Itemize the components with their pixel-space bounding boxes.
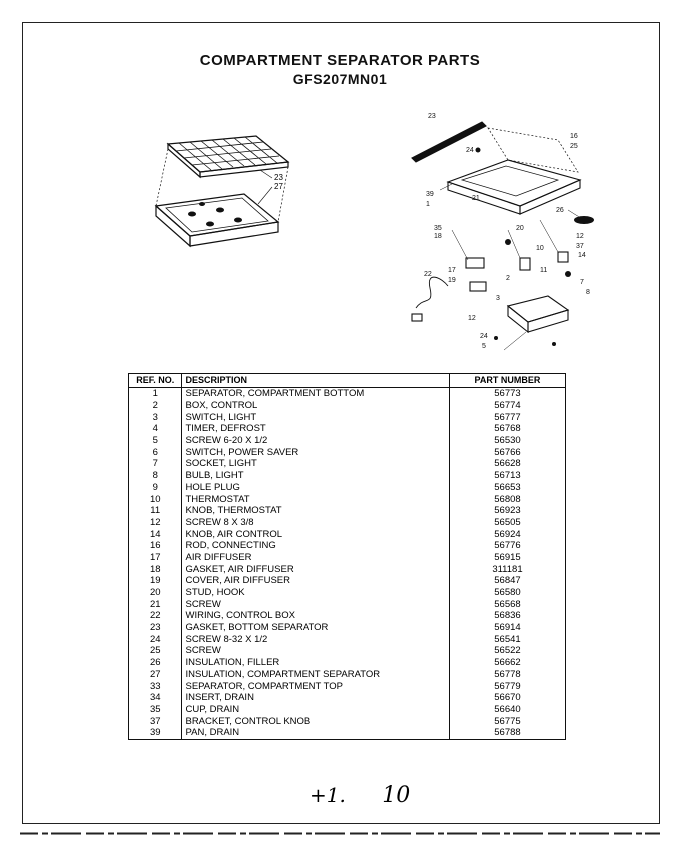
diagram-label: 10 [536,245,544,252]
ref-no-cell: 11 [129,505,182,517]
diagram-label: 27 [274,182,283,191]
description-cell: INSULATION, FILLER [182,657,449,669]
page-number: 10 [382,783,411,808]
table-row [129,633,566,645]
table-row [129,645,566,657]
part-number-cell: 56670 [449,692,565,704]
description-cell: WIRING, CONTROL BOX [182,610,449,622]
table-row [129,458,566,470]
separator-bottom-diagram [408,110,608,360]
ref-no-cell: 6 [129,446,182,458]
part-number-cell: 56778 [449,669,565,681]
ref-no-cell: 12 [129,517,182,529]
parts-table [128,373,566,740]
part-number-cell: 56923 [449,505,565,517]
table-row [129,575,566,587]
ref-no-cell: 10 [129,493,182,505]
part-number-cell: 56640 [449,704,565,716]
description-cell: COVER, AIR DIFFUSER [182,575,449,587]
part-number-cell: 56530 [449,435,565,447]
diagram-label: 7 [580,279,584,286]
table-row [129,622,566,634]
part-number-cell: 56568 [449,598,565,610]
ref-no-cell: 22 [129,610,182,622]
ref-no-cell: 39 [129,727,182,739]
ref-no-cell: 3 [129,411,182,423]
table-row [129,435,566,447]
ref-no-cell: 37 [129,715,182,727]
diagram-label: 1 [426,201,430,208]
table-row [129,423,566,435]
description-cell: BOX, CONTROL [182,400,449,412]
part-number-cell: 56505 [449,517,565,529]
model-number: GFS207MN01 [292,71,388,87]
description-cell: SEPARATOR, COMPARTMENT TOP [182,680,449,692]
ref-no-cell: 16 [129,540,182,552]
part-number-cell: 56847 [449,575,565,587]
diagram-label: 35 [434,225,442,232]
ref-no-cell: 33 [129,680,182,692]
table-row [129,669,566,681]
description-header: DESCRIPTION [182,374,449,388]
diagram-label: 21 [472,195,480,202]
description-cell: BRACKET, CONTROL KNOB [182,715,449,727]
table-row [129,446,566,458]
description-cell: TIMER, DEFROST [182,423,449,435]
description-cell: SEPARATOR, COMPARTMENT BOTTOM [182,388,449,400]
ref-no-cell: 4 [129,423,182,435]
description-cell: KNOB, AIR CONTROL [182,528,449,540]
description-cell: SCREW 8-32 X 1/2 [182,633,449,645]
table-row [129,715,566,727]
ref-no-cell: 34 [129,692,182,704]
table-row [129,505,566,517]
ref-no-cell: 27 [129,669,182,681]
ref-no-cell: 14 [129,528,182,540]
footer-annotation [310,783,410,808]
separator-top-diagram [148,132,298,257]
ref-no-header: REF. NO. [129,374,182,388]
part-number-cell: 56915 [449,552,565,564]
table-row [129,470,566,482]
description-cell: INSERT, DRAIN [182,692,449,704]
parts-table-body [129,388,566,740]
table-row [129,657,566,669]
part-number-header: PART NUMBER [449,374,565,388]
description-cell: SCREW 8 X 3/8 [182,517,449,529]
ref-no-cell: 5 [129,435,182,447]
table-row [129,528,566,540]
part-number-cell: 56836 [449,610,565,622]
description-cell: SWITCH, POWER SAVER [182,446,449,458]
table-row [129,388,566,400]
ref-no-cell: 2 [129,400,182,412]
diagram-label: 25 [570,143,578,150]
ref-no-cell: 1 [129,388,182,400]
table-row [129,563,566,575]
description-cell: SWITCH, LIGHT [182,411,449,423]
ref-no-cell: 35 [129,704,182,716]
part-number-cell: 56777 [449,411,565,423]
part-number-cell: 56653 [449,482,565,494]
description-cell: ROD, CONNECTING [182,540,449,552]
part-number-cell: 56628 [449,458,565,470]
part-number-cell: 56773 [449,388,565,400]
part-number-cell: 56774 [449,400,565,412]
diagram-label: 22 [424,271,432,278]
diagram-label: 24 [480,333,488,340]
ref-no-cell: 26 [129,657,182,669]
description-cell: GASKET, AIR DIFFUSER [182,563,449,575]
description-cell: KNOB, THERMOSTAT [182,505,449,517]
diagram-label: 12 [468,315,476,322]
ref-no-cell: 25 [129,645,182,657]
table-row [129,411,566,423]
scan-edge-artifact [20,832,660,835]
description-cell: SCREW [182,645,449,657]
table-row [129,727,566,739]
part-number-cell: 56775 [449,715,565,727]
table-row [129,704,566,716]
ref-no-cell: 9 [129,482,182,494]
table-row [129,400,566,412]
ref-no-cell: 8 [129,470,182,482]
ref-no-cell: 21 [129,598,182,610]
description-cell: CUP, DRAIN [182,704,449,716]
ref-no-cell: 7 [129,458,182,470]
ref-no-cell: 19 [129,575,182,587]
diagram-label: 24 [466,147,474,154]
ref-no-cell: 23 [129,622,182,634]
table-row [129,482,566,494]
table-row [129,692,566,704]
diagram-label: 14 [578,252,586,259]
ref-no-cell: 24 [129,633,182,645]
part-number-cell: 56788 [449,727,565,739]
diagram-label: 8 [586,289,590,296]
table-header-row [129,374,566,388]
diagram-label: 20 [516,225,524,232]
description-cell: PAN, DRAIN [182,727,449,739]
description-cell: BULB, LIGHT [182,470,449,482]
ref-no-cell: 17 [129,552,182,564]
diagram-label: 39 [426,191,434,198]
diagram-label: 18 [434,233,442,240]
description-cell: INSULATION, COMPARTMENT SEPARATOR [182,669,449,681]
diagram-label: 17 [448,267,456,274]
table-row [129,517,566,529]
part-number-cell: 56713 [449,470,565,482]
description-cell: STUD, HOOK [182,587,449,599]
part-number-cell: 56580 [449,587,565,599]
ref-no-cell: 18 [129,563,182,575]
diagram-label: 37 [576,243,584,250]
part-number-cell: 311181 [449,563,565,575]
diagram-label: 23 [274,173,283,182]
diagram-label: 5 [482,343,486,350]
handwritten-mark: +1. [310,783,346,807]
part-number-cell: 56522 [449,645,565,657]
part-number-cell: 56766 [449,446,565,458]
part-number-cell: 56808 [449,493,565,505]
description-cell: HOLE PLUG [182,482,449,494]
diagram-label: 16 [570,133,578,140]
description-cell: THERMOSTAT [182,493,449,505]
diagram-label: 26 [556,207,564,214]
table-row [129,610,566,622]
description-cell: GASKET, BOTTOM SEPARATOR [182,622,449,634]
diagram-label: 3 [496,295,500,302]
page-title: COMPARTMENT SEPARATOR PARTS [199,52,481,69]
part-number-cell: 56541 [449,633,565,645]
table-row [129,680,566,692]
part-number-cell: 56914 [449,622,565,634]
part-number-cell: 56768 [449,423,565,435]
part-number-cell: 56779 [449,680,565,692]
diagram-label: 12 [576,233,584,240]
table-row [129,598,566,610]
diagram-label: 19 [448,277,456,284]
diagram-label: 2 [506,275,510,282]
part-number-cell: 56776 [449,540,565,552]
table-row [129,552,566,564]
description-cell: AIR DIFFUSER [182,552,449,564]
description-cell: SOCKET, LIGHT [182,458,449,470]
table-row [129,587,566,599]
table-row [129,540,566,552]
ref-no-cell: 20 [129,587,182,599]
diagram-label: 23 [428,113,436,120]
part-number-cell: 56924 [449,528,565,540]
description-cell: SCREW 6-20 X 1/2 [182,435,449,447]
diagram-label: 11 [540,267,548,274]
part-number-cell: 56662 [449,657,565,669]
description-cell: SCREW [182,598,449,610]
table-row [129,493,566,505]
